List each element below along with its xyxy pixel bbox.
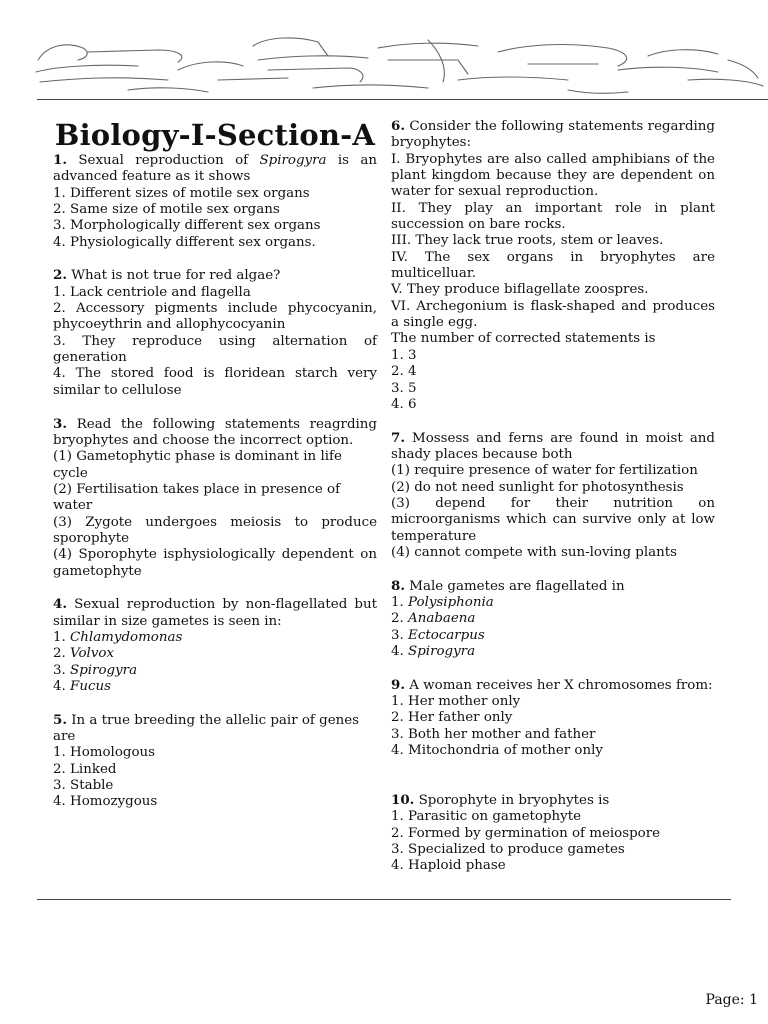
- page-title: Biology-I-Section-A: [54, 118, 376, 152]
- option: [53, 663, 377, 679]
- option-text: Spirogyra: [408, 644, 476, 659]
- option-number: 4.: [53, 679, 71, 694]
- header-banner-art: [28, 30, 768, 110]
- option: (2) Fertilisation takes place in presence of water: [53, 481, 341, 514]
- option: 1. Lack centriole and flagella: [53, 284, 251, 300]
- stem-text: What is not true for red algae?: [71, 268, 281, 284]
- option-text: Anabaena: [408, 611, 476, 627]
- option: (3) depend for their nutrition on microorganisms which can survive only at low temperature: [391, 495, 715, 544]
- option: 4. 6: [391, 396, 417, 412]
- statement: I. Bryophytes are also called amphibians of the plant kingdom because they are dependent on water for sexual reproduction.: [391, 151, 715, 200]
- option: [391, 628, 715, 644]
- question-1: [53, 152, 377, 251]
- page-number: Page: 1: [705, 992, 758, 1008]
- question-7: [391, 430, 715, 562]
- option: 3. They reproduce using alternation of generation: [53, 333, 377, 366]
- option-number: 1.: [53, 629, 71, 645]
- question-3: [53, 416, 377, 580]
- option: [391, 644, 715, 660]
- stem-text: Consider the following statements regarding bryophytes:: [391, 119, 715, 151]
- question-number: 1.: [53, 152, 67, 168]
- option-number: 1.: [391, 594, 409, 610]
- question-4: [53, 596, 377, 695]
- statement: II. They play an important role in plant succession on bare rocks.: [391, 200, 715, 233]
- option: 2. Same size of motile sex organs: [53, 202, 280, 218]
- option-number: 3.: [53, 662, 71, 678]
- question-stem: [391, 430, 715, 464]
- stem-text: Sporophyte in bryophytes is: [418, 793, 610, 809]
- stem-text: Mossess and ferns are found in moist and shady places because both: [391, 430, 715, 462]
- question-number: 3.: [53, 415, 67, 432]
- right-column: [391, 118, 715, 891]
- question-stem: [53, 267, 377, 284]
- option: [391, 611, 715, 627]
- question-10: [391, 792, 715, 875]
- stem-text: In a true breeding the allelic pair of genes are: [53, 712, 360, 745]
- option: 4. Haploid phase: [391, 858, 506, 874]
- option: 2. Accessory pigments include phycocyanin, phycoeythrin and allophycocyanin: [53, 301, 377, 333]
- option-number: 2.: [391, 611, 409, 627]
- option: 3. Morphologically different sex organs: [53, 218, 321, 234]
- option: (1) Gametophytic phase is dominant in life cycle: [53, 449, 342, 481]
- option: 1. Her mother only: [391, 694, 521, 710]
- question-stem: [53, 152, 377, 186]
- option: 4. The stored food is floridean starch very similar to cellulose: [53, 366, 377, 398]
- question-number: 10.: [391, 792, 415, 809]
- option: 4. Physiologically different sex organs.: [53, 234, 316, 250]
- stem-text: Male gametes are flagellated in: [409, 578, 625, 594]
- option: 2. 4: [391, 364, 417, 380]
- question-stem: [391, 792, 715, 809]
- option: 3. Stable: [53, 778, 114, 794]
- stem-text: Sexual reproduction of: [78, 153, 260, 168]
- option-text: Polysiphonia: [408, 594, 494, 610]
- option: (4) cannot compete with sun-loving plants: [391, 544, 677, 560]
- question-number: 5.: [53, 711, 67, 728]
- option: 2. Her father only: [391, 710, 513, 726]
- statement: VI. Archegonium is flask-shaped and produces a single egg.: [391, 298, 715, 331]
- stem-text: Read the following statements reagrding bryophytes and choose the incorrect option.: [53, 416, 377, 448]
- statement: IV. The sex organs in bryophytes are multicelluar.: [391, 249, 715, 282]
- option-text: Volvox: [70, 646, 115, 662]
- left-column: [53, 152, 377, 827]
- question-number: 4.: [53, 596, 67, 613]
- option: 2. Formed by germination of meiospore: [391, 825, 661, 841]
- option-number: 4.: [391, 644, 409, 659]
- option-text: Chlamydomonas: [70, 629, 183, 645]
- question-number: 9.: [391, 676, 405, 693]
- question-number: 2.: [53, 267, 67, 284]
- option-text: Fucus: [70, 679, 111, 694]
- option-number: 3.: [391, 627, 409, 643]
- stem-italic: Spirogyra: [259, 153, 327, 168]
- option: [391, 595, 715, 611]
- statement: V. They produce biflagellate zoospres.: [391, 282, 649, 298]
- question-stem: [53, 596, 377, 630]
- option: (1) require presence of water for fertilization: [391, 463, 698, 479]
- option: 1. 3: [391, 347, 417, 363]
- option: 4. Mitochondria of mother only: [391, 743, 603, 759]
- question-stem: [391, 578, 715, 595]
- option-text: Ectocarpus: [408, 627, 485, 643]
- option: 3. Both her mother and father: [391, 726, 596, 742]
- question-9: [391, 677, 715, 760]
- option: 3. Specialized to produce gametes: [391, 842, 625, 858]
- question-stem: [391, 677, 715, 694]
- option: (2) do not need sunlight for photosynthesis: [391, 479, 684, 495]
- question-stem: [53, 416, 377, 450]
- statement: The number of corrected statements is: [391, 331, 656, 347]
- blank-line: [391, 776, 715, 792]
- option-number: 2.: [53, 646, 71, 662]
- question-stem: [53, 712, 377, 746]
- question-number: 6.: [391, 118, 405, 134]
- question-2: [53, 267, 377, 399]
- option: 2. Linked: [53, 761, 117, 777]
- footer-divider: [37, 899, 731, 900]
- question-6: [391, 118, 715, 413]
- option: [53, 630, 377, 646]
- question-5: [53, 712, 377, 811]
- option: (3) Zygote undergoes meiosis to produce sporophyte: [53, 514, 377, 546]
- stem-text: is an advanced feature as it shows: [53, 153, 377, 185]
- question-8: [391, 578, 715, 661]
- option: 3. 5: [391, 380, 417, 396]
- option: [53, 679, 377, 695]
- option: 4. Homozygous: [53, 794, 158, 810]
- stem-text: A woman receives her X chromosomes from:: [409, 677, 713, 693]
- question-number: 7.: [391, 429, 405, 446]
- option: [53, 646, 377, 662]
- question-stem: [391, 118, 715, 152]
- question-number: 8.: [391, 577, 405, 594]
- option: 1. Homologous: [53, 745, 156, 761]
- stem-text: Sexual reproduction by non-flagellated but similar in size gametes is seen in:: [53, 597, 377, 629]
- header-divider: [37, 99, 768, 100]
- option: (4) Sporophyte isphysiologically dependent on gametophyte: [53, 547, 377, 579]
- statement: III. They lack true roots, stem or leaves.: [391, 233, 664, 249]
- option-text: Spirogyra: [70, 662, 138, 678]
- option: 1. Different sizes of motile sex organs: [53, 185, 310, 201]
- option: 1. Parasitic on gametophyte: [391, 809, 582, 825]
